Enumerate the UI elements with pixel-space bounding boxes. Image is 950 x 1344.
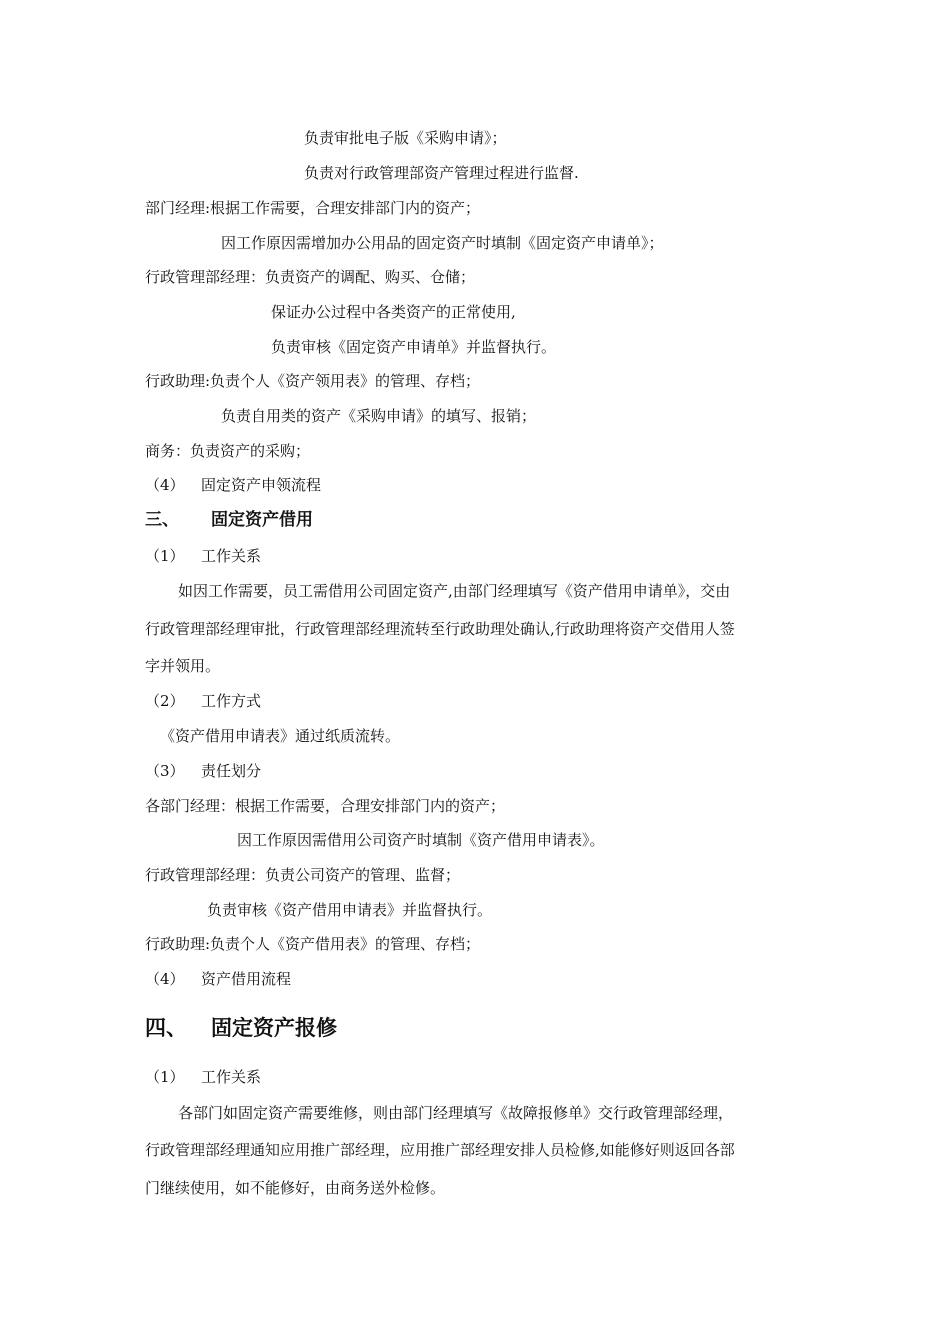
text-line: 各部门经理：根据工作需要，合理安排部门内的资产； [145, 797, 506, 815]
text-line: 因工作原因需增加办公用品的固定资产时填制《固定资产申请单》； [221, 234, 664, 252]
paragraph-line: 字并领用。 [145, 657, 221, 675]
text-line: 负责审核《资产借用申请表》并监督执行。 [207, 901, 493, 919]
paragraph-line: 如因工作需要，员工需借用公司固定资产,由部门经理填写《资产借用申请单》，交由 [178, 582, 731, 600]
list-item-number: （4） [145, 476, 185, 494]
text-line: 行政助理:负责个人《资产借用表》的管理、存档； [145, 935, 481, 953]
list-item-number: （2） [145, 692, 185, 710]
list-item-label: 工作关系 [201, 547, 262, 565]
list-item-number: （1） [145, 547, 185, 565]
text-line: 商务：负责资产的采购； [145, 442, 311, 460]
list-item-label: 工作方式 [201, 692, 262, 710]
list-item [145, 1067, 261, 1087]
text-line: 行政管理部经理：负责资产的调配、购买、仓储； [145, 268, 476, 286]
paragraph-line: 行政管理部经理审批，行政管理部经理流转至行政助理处确认,行政助理将资产交借用人签 [145, 620, 735, 638]
paragraph-line: 行政管理部经理通知应用推广部经理，应用推广部经理安排人员检修,如能修好则返回各部 [145, 1141, 735, 1159]
list-item-label: 责任划分 [201, 762, 262, 780]
section-title: 固定资产报修 [211, 1016, 337, 1040]
section-heading [145, 1015, 337, 1041]
list-item [145, 475, 321, 495]
text-line: 行政管理部经理：负责公司资产的管理、监督； [145, 866, 461, 884]
list-item-number: （3） [145, 762, 185, 780]
paragraph-line: 门继续使用，如不能修好，由商务送外检修。 [145, 1179, 446, 1197]
list-item [145, 691, 261, 711]
paragraph-line: 各部门如固定资产需要维修，则由部门经理填写《故障报修单》交行政管理部经理， [178, 1104, 734, 1122]
section-heading [145, 509, 313, 531]
text-line: 负责审核《固定资产申请单》并监督执行。 [271, 338, 557, 356]
text-line: 负责自用类的资产《采购申请》的填写、报销； [221, 407, 537, 425]
section-number: 三、 [145, 510, 179, 530]
section-title: 固定资产借用 [211, 510, 313, 530]
list-item-number: （1） [145, 1068, 185, 1086]
list-item [145, 969, 291, 989]
text-line: 部门经理:根据工作需要，合理安排部门内的资产； [145, 199, 481, 217]
list-item-label: 资产借用流程 [201, 970, 292, 988]
section-number: 四、 [145, 1016, 187, 1040]
paragraph-line: 《资产借用申请表》通过纸质流转。 [160, 727, 401, 745]
text-line: 因工作原因需借用公司资产时填制《资产借用申请表》。 [237, 831, 605, 849]
list-item [145, 761, 261, 781]
list-item-label: 固定资产申领流程 [201, 476, 322, 494]
list-item-label: 工作关系 [201, 1068, 262, 1086]
list-item-number: （4） [145, 970, 185, 988]
text-line: 负责对行政管理部资产管理过程进行监督. [304, 164, 579, 182]
text-line: 保证办公过程中各类资产的正常使用, [271, 303, 516, 321]
list-item [145, 546, 261, 566]
text-line: 行政助理:负责个人《资产领用表》的管理、存档； [145, 372, 481, 390]
text-line: 负责审批电子版《采购申请》； [304, 129, 507, 147]
